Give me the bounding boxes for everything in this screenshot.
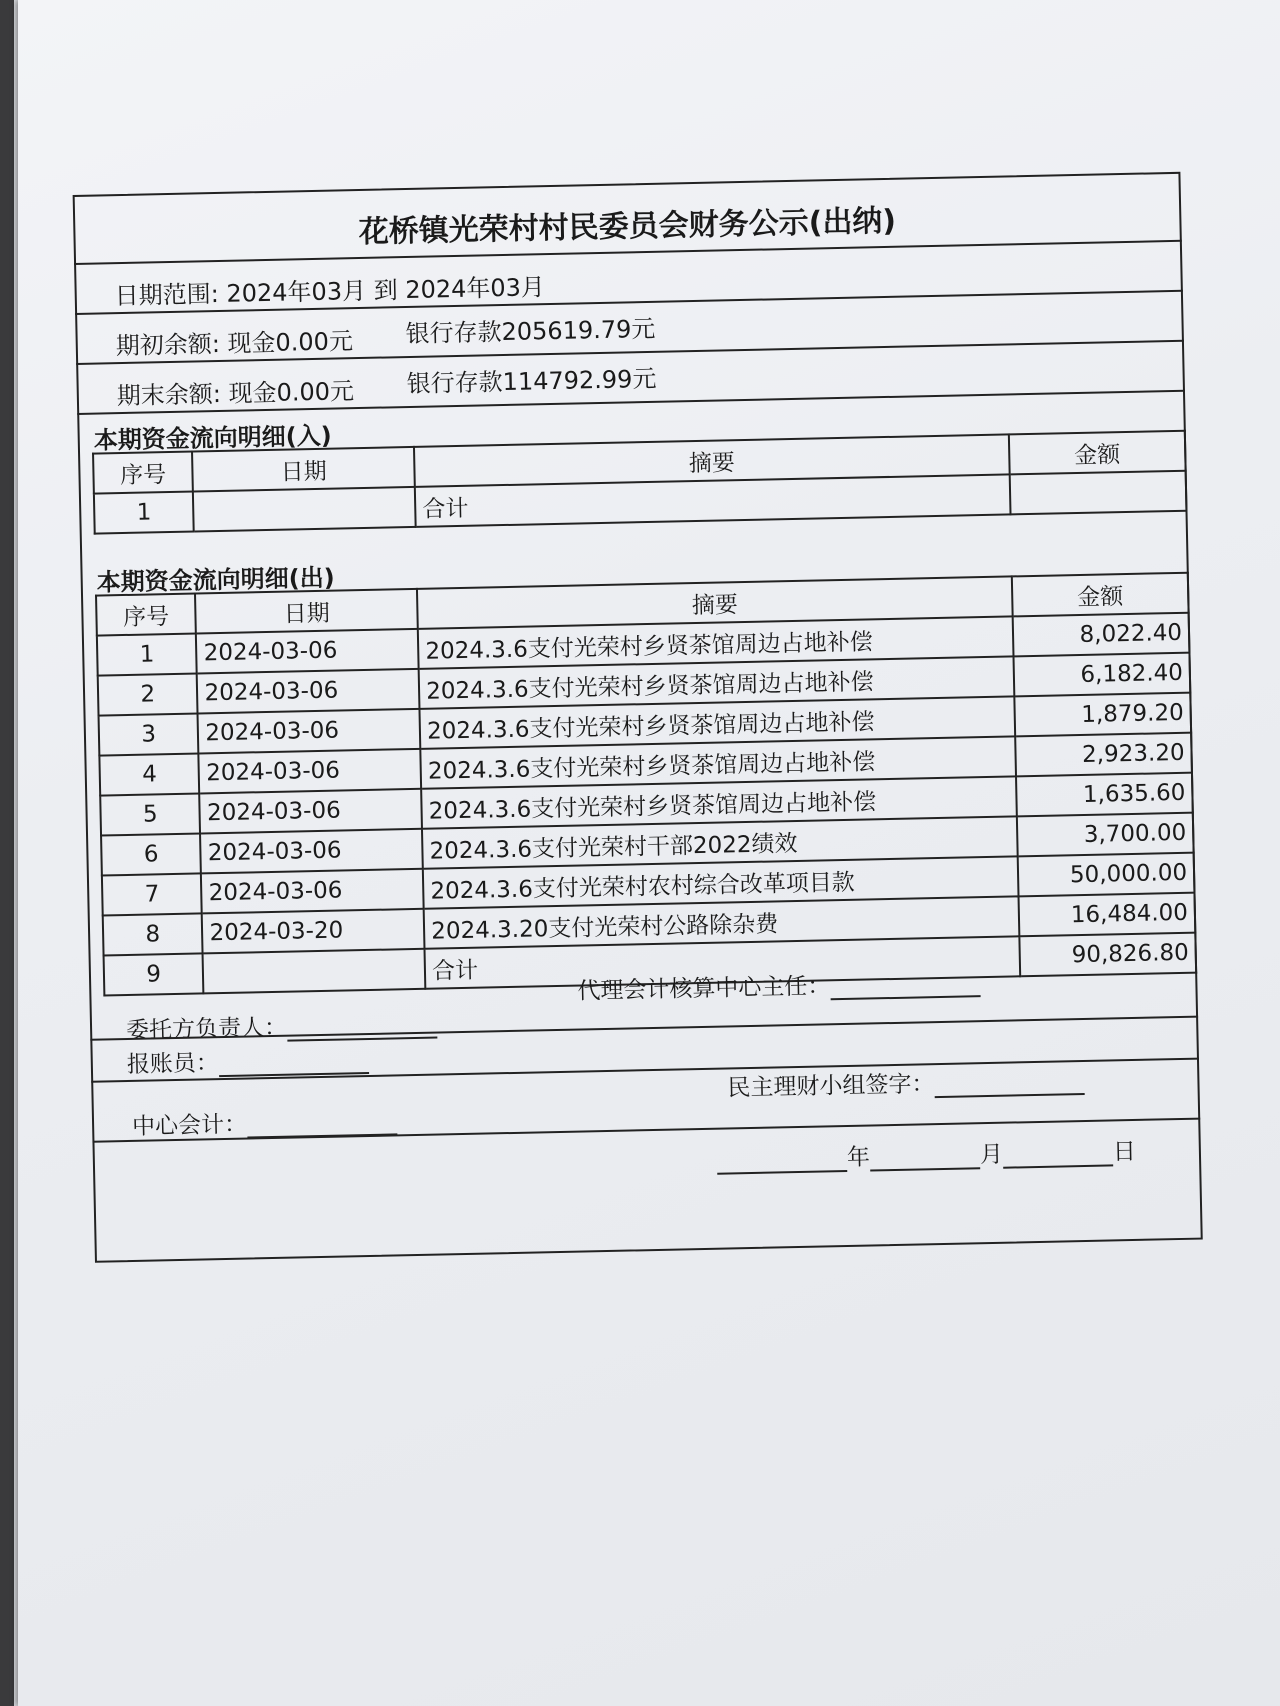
col-header-amount: 金额: [1009, 431, 1186, 475]
expense-table: [95, 572, 1197, 997]
opening-bank: 银行存款205619.79元: [405, 314, 656, 349]
col-header-summary: 摘要: [417, 576, 1012, 628]
cell-date: [193, 487, 415, 532]
day-label: 日: [1112, 1138, 1137, 1166]
cell-summary: 2024.3.6支付光荣村干部2022绩效: [422, 816, 1017, 868]
cell-no: 5: [100, 793, 200, 835]
center-accountant-label: 中心会计：: [131, 1111, 248, 1140]
col-header-no: 序号: [93, 452, 193, 494]
cell-amount: 16,484.00: [1018, 893, 1195, 937]
year-label: 年: [846, 1144, 871, 1171]
trustee-label: 委托方负责人：: [125, 1014, 288, 1045]
cell-no: 1: [94, 492, 194, 534]
cell-amount: 3,700.00: [1017, 813, 1194, 857]
col-header-date: 日期: [192, 447, 414, 492]
cell-no: 8: [103, 913, 203, 955]
cell-no: 3: [99, 713, 199, 755]
cell-summary: 2024.3.6支付光荣村乡贤茶馆周边占地补偿: [420, 736, 1015, 788]
cell-amount: 50,000.00: [1018, 853, 1195, 897]
bookkeeper-signature: [126, 1041, 369, 1079]
center-director-label: 代理会计核算中心主任：: [577, 973, 831, 1005]
cell-summary: 2024.3.6支付光荣村乡贤茶馆周边占地补偿: [418, 616, 1013, 668]
col-header-summary: 摘要: [414, 434, 1009, 486]
col-header-date: 日期: [195, 589, 417, 634]
cell-amount: 1,635.60: [1016, 773, 1193, 817]
trustee-signature: [126, 1006, 438, 1046]
expense-heading: 本期资金流向明细(出): [96, 563, 335, 597]
form-title: 花桥镇光荣村村民委员会财务公示(出纳): [358, 203, 897, 251]
cell-no: 1: [97, 633, 197, 675]
cell-date: [203, 949, 425, 994]
col-header-no: 序号: [96, 594, 196, 636]
cell-amount: [1010, 471, 1187, 515]
cell-no: 4: [99, 753, 199, 795]
cell-no: 2: [98, 673, 198, 715]
cell-no: 6: [101, 833, 201, 875]
cell-summary: 2024.3.6支付光荣村乡贤茶馆周边占地补偿: [419, 656, 1014, 708]
cell-date: 2024-03-06: [196, 629, 418, 674]
cell-date: 2024-03-20: [202, 909, 424, 954]
col-header-amount: 金额: [1012, 573, 1189, 617]
cell-no: 9: [104, 953, 204, 995]
cell-amount: 8,022.40: [1013, 613, 1190, 657]
opening-cash: 期初余额: 现金0.00元: [115, 327, 354, 361]
finance-group-label: 民主理财小组签字：: [727, 1071, 935, 1102]
month-label: 月: [979, 1141, 1004, 1169]
cell-amount: 2,923.20: [1015, 733, 1192, 777]
cell-date: 2024-03-06: [200, 829, 422, 874]
finance-disclosure-form: [72, 142, 1205, 1265]
cell-date: 2024-03-06: [200, 789, 422, 834]
income-heading: 本期资金流向明细(入): [93, 421, 332, 455]
cell-summary: 2024.3.20支付光荣村公路除杂费: [424, 896, 1019, 948]
cell-date: 2024-03-06: [197, 669, 419, 714]
cell-amount: 1,879.20: [1014, 693, 1191, 737]
cell-amount: 90,826.80: [1019, 933, 1196, 977]
cell-no: 7: [102, 873, 202, 915]
cell-amount: 6,182.40: [1013, 653, 1190, 697]
cell-date: 2024-03-06: [201, 869, 423, 914]
cell-summary: 合计: [415, 474, 1010, 526]
date-range: 日期范围: 2024年03月 到 2024年03月: [114, 273, 546, 311]
cell-summary: 合计: [425, 936, 1020, 988]
cell-date: 2024-03-06: [199, 749, 421, 794]
closing-bank: 银行存款114792.99元: [406, 364, 657, 399]
bookkeeper-label: 报账员：: [126, 1050, 220, 1079]
closing-cash: 期末余额: 现金0.00元: [116, 377, 355, 411]
cell-summary: 2024.3.6支付光荣村农村综合改革项目款: [423, 856, 1018, 908]
cell-summary: 2024.3.6支付光荣村乡贤茶馆周边占地补偿: [421, 776, 1016, 828]
cell-summary: 2024.3.6支付光荣村乡贤茶馆周边占地补偿: [420, 696, 1015, 748]
cell-date: 2024-03-06: [198, 709, 420, 754]
